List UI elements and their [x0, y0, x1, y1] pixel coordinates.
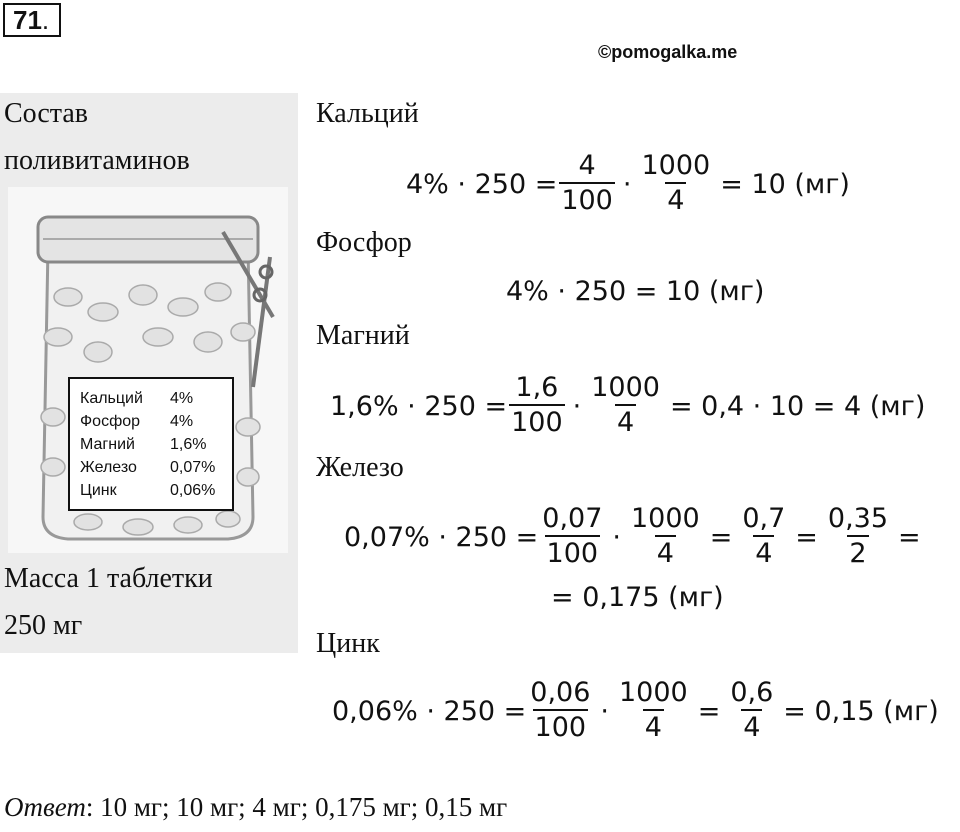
fraction: $\frac{1,6}{100}$ [511, 372, 563, 438]
fraction: $\frac{0,35}{2}$ [827, 503, 889, 569]
fraction: $\frac{0,7}{4}$ [742, 503, 786, 569]
heading-zinc: Цинк [316, 628, 380, 659]
equation-magnesium: 1,6% · 250 = $\frac{1,6}{100}$ · $\frac{1000}{4}$ = 0,4 · 10 = 4 (мг) [330, 372, 926, 438]
task-number: 71. [3, 3, 61, 37]
fraction: $\frac{0,6}{4}$ [730, 677, 774, 743]
mass-line2: 250 мг [4, 610, 83, 641]
equation-iron-result: = 0,175 (мг) [551, 582, 724, 613]
fraction: $\frac{1000}{4}$ [591, 372, 660, 438]
fraction: $\frac{0,07}{100}$ [542, 503, 603, 569]
label-row: Кальций 4% [80, 390, 194, 407]
equation-phosphorus: 4% · 250 = 10 (мг) [506, 276, 765, 307]
heading-magnesium: Магний [316, 320, 410, 351]
label-row: Железо 0,07% [80, 459, 216, 476]
heading-phosphorus: Фосфор [316, 227, 412, 258]
equation-iron: 0,07% · 250 = $\frac{0,07}{100}$ · $\frac{1000}{4}$ = $\frac{0,7}{4}$ = $\frac{0,35}{2}$ = [344, 503, 921, 569]
label-row: Магний 1,6% [80, 436, 207, 453]
label-row: Цинк 0,06% [80, 482, 216, 499]
panel-title-line1: Состав [4, 98, 89, 129]
heading-calcium: Кальций [316, 98, 419, 129]
answer: Ответ: 10 мг; 10 мг; 4 мг; 0,175 мг; 0,15 мг [4, 792, 508, 822]
equation-zinc: 0,06% · 250 = $\frac{0,06}{100}$ · $\frac{1000}{4}$ = $\frac{0,6}{4}$ = 0,15 (мг) [332, 677, 939, 743]
fraction: $\frac{4}{100}$ [561, 150, 613, 216]
nutrition-label [68, 377, 234, 511]
fraction: $\frac{1000}{4}$ [618, 677, 688, 743]
fraction: $\frac{0,06}{100}$ [530, 677, 591, 743]
fraction: $\frac{1000}{4}$ [630, 503, 700, 569]
equation-calcium: 4% · 250 = $\frac{4}{100}$ · $\frac{1000}{4}$ = 10 (мг) [406, 150, 850, 216]
mass-line1: Масса 1 таблетки [4, 563, 213, 594]
label-row: Фосфор 4% [80, 413, 194, 430]
fraction: $\frac{1000}{4}$ [641, 150, 711, 216]
panel-title-line2: поливитаминов [4, 145, 190, 176]
heading-iron: Железо [316, 452, 404, 483]
watermark: ©pomogalka.me [598, 42, 738, 62]
